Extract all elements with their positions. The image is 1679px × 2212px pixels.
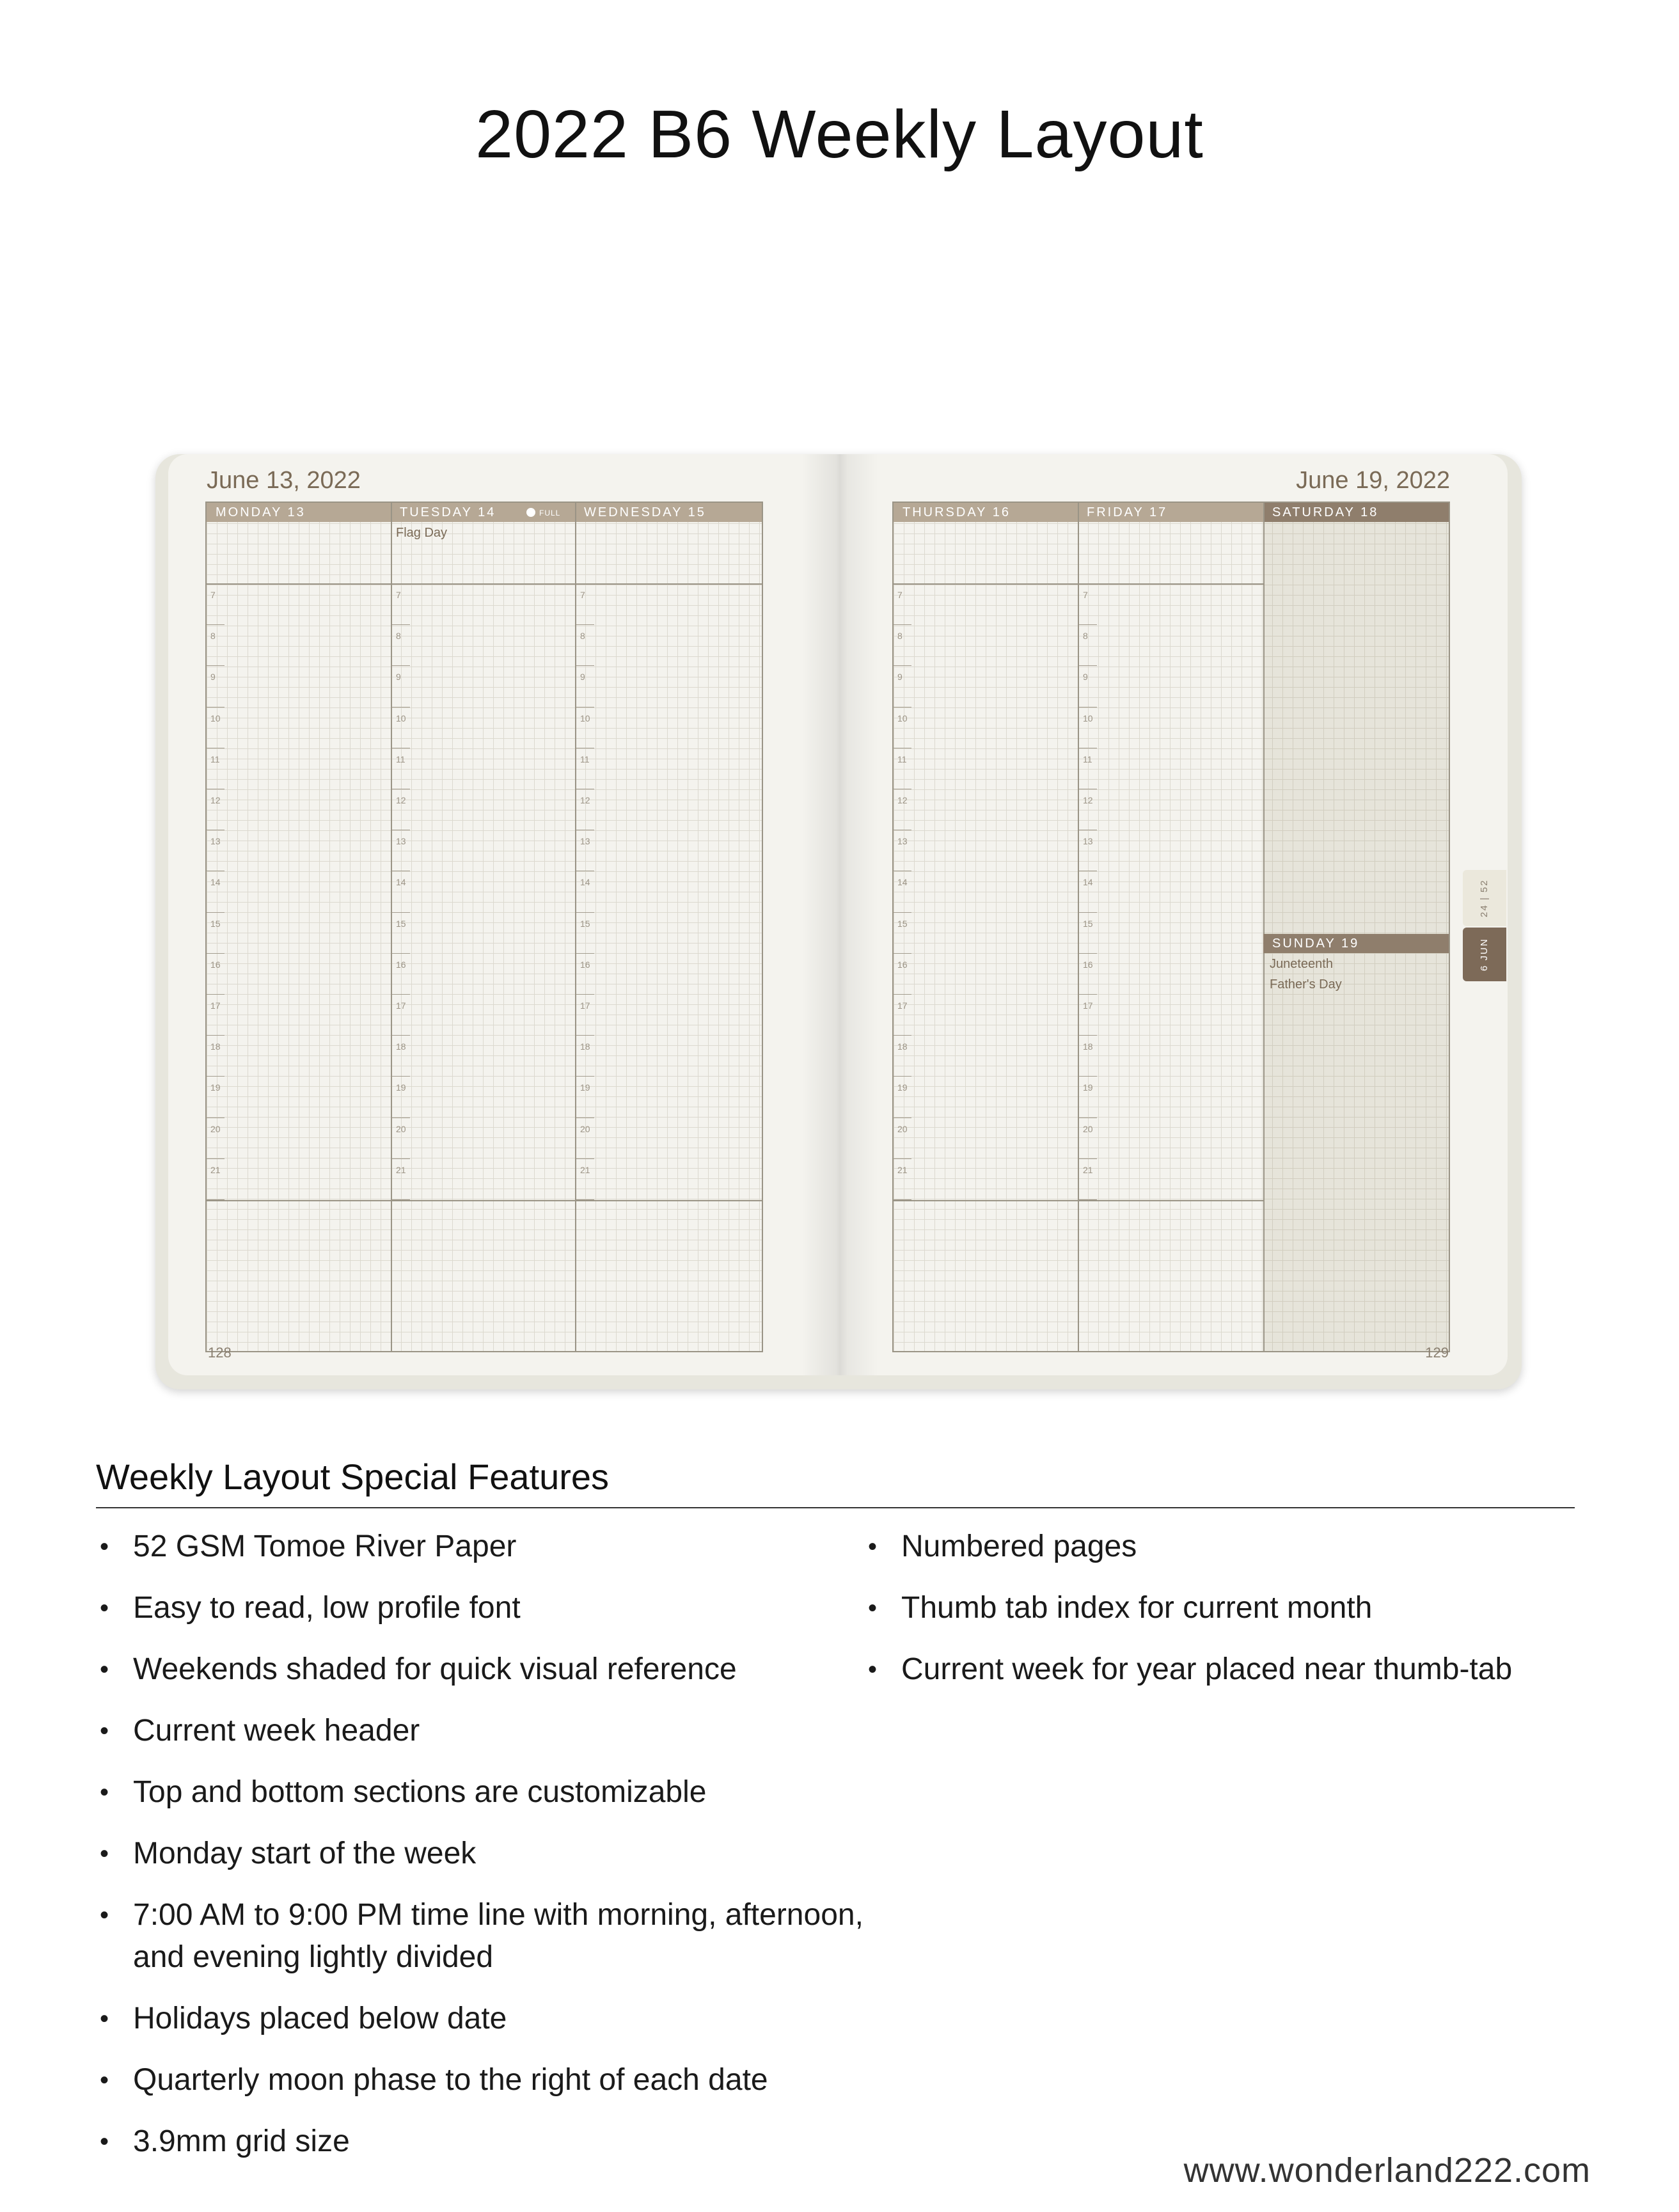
hour-label: 7 [210, 590, 216, 600]
hour-label: 9 [1083, 672, 1088, 683]
hour-label: 11 [210, 754, 220, 764]
top-section-divider [207, 583, 762, 585]
hour-divider [392, 1035, 410, 1036]
hour-divider [207, 1199, 225, 1200]
hour-divider [1079, 665, 1097, 666]
column-divider [1078, 503, 1079, 1351]
right-week-grid [892, 502, 1450, 1352]
hour-divider [894, 1035, 911, 1036]
hour-divider [576, 953, 594, 954]
feature-item: • 52 GSM Tomoe River Paper [96, 1526, 863, 1568]
hour-label: 21 [1083, 1164, 1093, 1175]
hour-label: 19 [1083, 1082, 1093, 1093]
book-gutter [801, 454, 878, 1375]
day-header-tuesday-label: TUESDAY 14 [400, 505, 496, 519]
hour-divider [1079, 624, 1097, 625]
feature-item: • Quarterly moon phase to the right of each date [96, 2059, 863, 2101]
hour-label: 11 [897, 754, 907, 764]
hour-label: 17 [580, 1000, 590, 1011]
hour-label: 19 [210, 1082, 221, 1093]
hour-label: 13 [897, 836, 908, 847]
hour-label: 19 [396, 1082, 406, 1093]
month-thumb-tab[interactable]: 6 JUN [1463, 928, 1506, 981]
hour-label: 16 [1083, 959, 1093, 970]
hour-divider [576, 994, 594, 995]
day-header-saturday: SATURDAY 18 [1263, 503, 1449, 522]
hour-label: 16 [580, 959, 590, 970]
column-divider [575, 503, 576, 1351]
hour-label: 9 [580, 672, 585, 683]
hour-divider [392, 1199, 410, 1200]
hour-label: 16 [897, 959, 908, 970]
day-header-monday: MONDAY 13 [207, 503, 391, 522]
hour-divider [392, 624, 410, 625]
hour-divider [894, 1199, 911, 1200]
day-header-friday: FRIDAY 17 [1078, 503, 1263, 522]
bottom-section-divider [207, 1200, 762, 1201]
hour-divider [207, 1076, 225, 1077]
hour-label: 20 [396, 1123, 406, 1134]
hour-divider [1079, 1158, 1097, 1159]
hour-label: 9 [210, 672, 216, 683]
hour-divider [1079, 912, 1097, 913]
left-week-grid [205, 502, 763, 1352]
feature-item: • Thumb tab index for current month [864, 1587, 1568, 1629]
hour-divider [576, 665, 594, 666]
hour-divider [207, 624, 225, 625]
page-title: 2022 B6 Weekly Layout [475, 97, 1204, 172]
feature-item: • 3.9mm grid size [96, 2121, 863, 2163]
hour-label: 10 [210, 713, 221, 723]
hour-label: 19 [897, 1082, 908, 1093]
hour-divider [894, 953, 911, 954]
hour-label: 17 [396, 1000, 406, 1011]
holiday-fathers-day: Father's Day [1270, 977, 1342, 991]
left-page [168, 454, 840, 1375]
hour-label: 11 [396, 754, 406, 764]
hour-label: 12 [580, 795, 590, 805]
hour-label: 8 [897, 631, 903, 642]
hour-label: 21 [396, 1164, 406, 1175]
day-header-sunday: SUNDAY 19 [1263, 934, 1449, 953]
feature-item: • Holidays placed below date [96, 1998, 863, 2040]
hour-label: 15 [396, 918, 406, 929]
column-divider [391, 503, 392, 1351]
hour-divider [207, 1158, 225, 1159]
hour-label: 21 [210, 1164, 221, 1175]
hour-label: 8 [210, 631, 216, 642]
hour-label: 12 [1083, 795, 1093, 805]
hour-divider [392, 1076, 410, 1077]
page-number-left: 128 [208, 1345, 232, 1361]
hour-label: 15 [1083, 918, 1093, 929]
column-divider [1263, 503, 1265, 1351]
hour-label: 7 [897, 590, 903, 600]
right-page [837, 454, 1508, 1375]
hour-divider [576, 624, 594, 625]
hour-label: 18 [396, 1041, 406, 1052]
hour-divider [207, 665, 225, 666]
hour-divider [392, 953, 410, 954]
hour-label: 15 [897, 918, 908, 929]
hour-divider [576, 1076, 594, 1077]
hour-label: 12 [897, 795, 908, 805]
hour-label: 15 [580, 918, 590, 929]
hour-divider [576, 912, 594, 913]
hour-divider [392, 994, 410, 995]
hour-label: 10 [396, 713, 406, 723]
hour-divider [207, 953, 225, 954]
hour-divider [1079, 1076, 1097, 1077]
hour-label: 20 [210, 1123, 221, 1134]
feature-item: • Monday start of the week [96, 1833, 863, 1875]
hour-label: 9 [396, 672, 401, 683]
hour-label: 11 [580, 754, 590, 764]
hour-label: 20 [580, 1123, 590, 1134]
feature-item: • Current week for year placed near thumb-tab [864, 1648, 1568, 1691]
hour-divider [894, 624, 911, 625]
hour-label: 14 [210, 877, 221, 888]
hour-divider [392, 1158, 410, 1159]
hour-label: 10 [1083, 713, 1093, 723]
hour-divider [1079, 994, 1097, 995]
hour-label: 21 [580, 1164, 590, 1175]
hour-label: 17 [1083, 1000, 1093, 1011]
hour-label: 18 [897, 1041, 908, 1052]
hour-label: 18 [1083, 1041, 1093, 1052]
hour-label: 14 [1083, 877, 1093, 888]
hour-divider [576, 1035, 594, 1036]
hour-label: 8 [1083, 631, 1088, 642]
feature-item: • Numbered pages [864, 1526, 1568, 1568]
bottom-section-divider [894, 1200, 1263, 1201]
hour-label: 15 [210, 918, 221, 929]
hour-divider [894, 1076, 911, 1077]
hour-divider [894, 1158, 911, 1159]
hour-divider [207, 912, 225, 913]
hour-label: 13 [396, 836, 406, 847]
hour-divider [894, 994, 911, 995]
hour-label: 20 [1083, 1123, 1093, 1134]
hour-divider [207, 1035, 225, 1036]
feature-item: • Top and bottom sections are customizable [96, 1771, 863, 1813]
hour-label: 11 [1083, 754, 1092, 764]
hour-label: 21 [897, 1164, 908, 1175]
planner-spread [155, 454, 1522, 1389]
hour-label: 14 [580, 877, 590, 888]
hour-divider [392, 912, 410, 913]
features-list-right [864, 1526, 1568, 1710]
features-list-left [96, 1526, 863, 2182]
hour-label: 13 [1083, 836, 1093, 847]
holiday-flag-day: Flag Day [396, 526, 448, 540]
hour-label: 7 [580, 590, 585, 600]
hour-label: 20 [897, 1123, 908, 1134]
hour-label: 18 [210, 1041, 221, 1052]
hour-label: 12 [210, 795, 221, 805]
feature-item: • Easy to read, low profile font [96, 1587, 863, 1629]
hour-divider [894, 665, 911, 666]
footer-website[interactable]: www.wonderland222.com [1183, 2151, 1591, 2190]
hour-label: 12 [396, 795, 406, 805]
day-header-thursday: THURSDAY 16 [894, 503, 1078, 522]
hour-label: 18 [580, 1041, 590, 1052]
week-start-date: June 13, 2022 [207, 467, 361, 494]
hour-label: 7 [1083, 590, 1088, 600]
hour-label: 10 [897, 713, 908, 723]
hour-divider [392, 665, 410, 666]
hour-divider [894, 912, 911, 913]
hour-label: 9 [897, 672, 903, 683]
moon-phase-label: FULL [539, 509, 561, 517]
week-number-tab[interactable]: 24 | 52 [1463, 870, 1506, 926]
page-number-right: 129 [1425, 1345, 1449, 1361]
hour-label: 14 [396, 877, 406, 888]
hour-divider [1079, 1199, 1097, 1200]
hour-divider [1079, 953, 1097, 954]
hour-divider [1079, 1035, 1097, 1036]
features-heading: Weekly Layout Special Features [96, 1457, 610, 1497]
feature-item: • 7:00 AM to 9:00 PM time line with morning, afternoon, and evening lightly divided [96, 1894, 863, 1979]
top-section-divider [894, 583, 1263, 585]
hour-divider [207, 994, 225, 995]
hour-label: 16 [210, 959, 221, 970]
hour-label: 13 [210, 836, 221, 847]
hour-label: 13 [580, 836, 590, 847]
hour-label: 17 [210, 1000, 221, 1011]
hour-label: 8 [396, 631, 401, 642]
full-moon-icon [526, 508, 535, 517]
day-header-wednesday: WEDNESDAY 15 [575, 503, 762, 522]
feature-item: • Current week header [96, 1710, 863, 1752]
holiday-juneteenth: Juneteenth [1270, 957, 1333, 971]
hour-label: 10 [580, 713, 590, 723]
feature-item: • Weekends shaded for quick visual reference [96, 1648, 863, 1691]
hour-label: 17 [897, 1000, 908, 1011]
hour-label: 14 [897, 877, 908, 888]
hour-divider [576, 1199, 594, 1200]
hour-label: 19 [580, 1082, 590, 1093]
hour-label: 8 [580, 631, 585, 642]
hour-label: 16 [396, 959, 406, 970]
hour-divider [576, 1158, 594, 1159]
features-divider [96, 1507, 1575, 1508]
hour-label: 7 [396, 590, 401, 600]
week-end-date: June 19, 2022 [1296, 467, 1450, 494]
